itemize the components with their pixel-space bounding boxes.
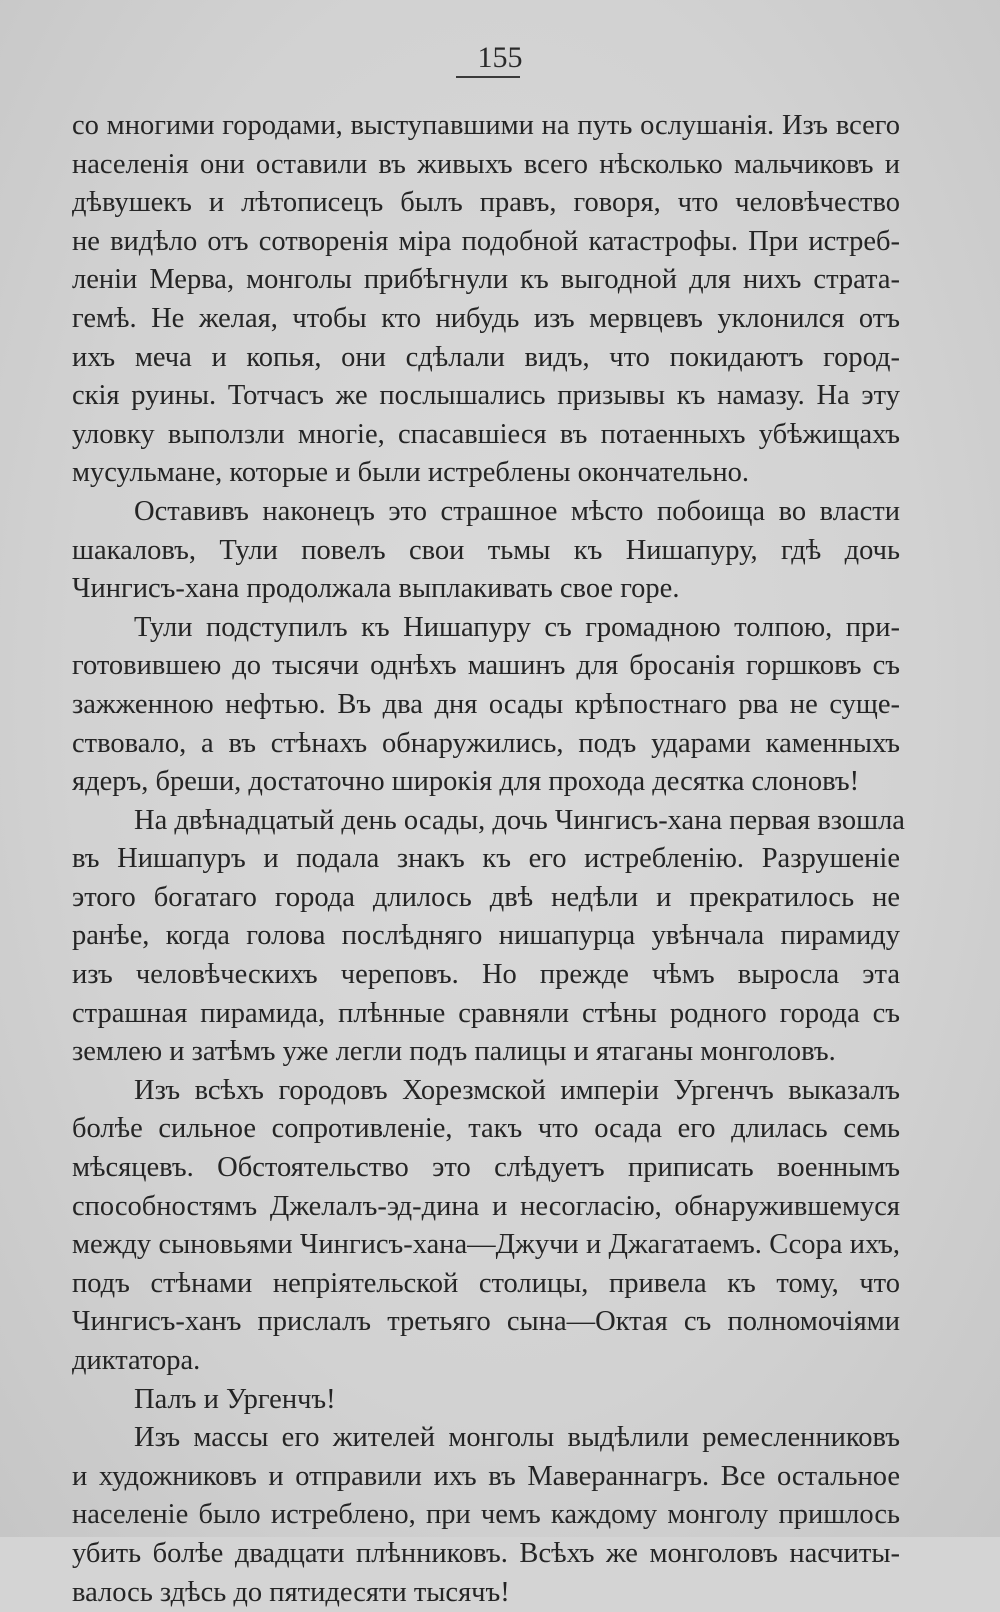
text-line: Тули подступилъ къ Нишапуру съ громадною толпою, при- (134, 611, 900, 643)
text-line: валось здѣсь до пятидесяти тысячъ! (72, 1576, 510, 1608)
text-line: населеніе было истреблено, при чемъ каждому монголу пришлось (72, 1499, 900, 1531)
text-line: населенія они оставили въ живыхъ всего нѣсколько мальчиковъ и (72, 148, 900, 180)
text-line: уловку выползли многіе, спасавшіеся въ потаенныхъ убѣжищахъ (72, 418, 900, 450)
text-line: Чингисъ-хана продолжала выплакивать свое горе. (72, 573, 680, 605)
paragraph (72, 107, 900, 493)
text-line: зажженною нефтью. Въ два дня осады крѣпостнаго рва не суще- (72, 688, 900, 720)
page-number-rule (456, 76, 520, 78)
text-line: въ Нишапуръ и подала знакъ къ его истребленію. Разрушеніе (72, 843, 900, 875)
text-line: готовившею до тысячи однѣхъ машинъ для бросанія горшковъ съ (72, 650, 900, 682)
paragraph (72, 802, 905, 1072)
text-line: дѣвушекъ и лѣтописецъ былъ правъ, говоря, что человѣчество (72, 187, 900, 219)
text-line: ранѣе, когда голова послѣдняго нишапурца увѣнчала пирамиду (72, 920, 900, 952)
text-line: скія руины. Тотчасъ же послышались призывы къ намазу. На эту (72, 380, 900, 412)
text-line: леніи Мерва, монголы прибѣгнули къ выгодной для нихъ страта- (72, 264, 900, 296)
paragraph (72, 1381, 900, 1420)
text-line: гемѣ. Не желая, чтобы кто нибудь изъ мервцевъ уклонился отъ (72, 302, 900, 334)
text-line: Изъ всѣхъ городовъ Хорезмской имперіи Ургенчъ выказалъ (134, 1074, 900, 1106)
text-line: Оставивъ наконецъ это страшное мѣсто побоища во власти (134, 495, 900, 527)
text-line: ствовало, а въ стѣнахъ обнаружились, подъ ударами каменныхъ (72, 727, 900, 759)
paragraph (72, 1072, 900, 1381)
text-line: ядеръ, бреши, достаточно широкія для прохода десятка слоновъ! (72, 766, 860, 798)
text-line: со многими городами, выступавшими на путь ослушанія. Изъ всего (72, 110, 900, 141)
text-line: подъ стѣнами непріятельской столицы, привела къ тому, что (72, 1267, 900, 1299)
text-line: землею и затѣмъ уже легли подъ палицы и ятаганы монголовъ. (72, 1036, 836, 1068)
page-number: 155 (477, 41, 523, 74)
text-line: этого богатаго города длилось двѣ недѣли и прекратилось не (72, 881, 900, 913)
text-line: Палъ и Ургенчъ! (134, 1383, 336, 1415)
text-line: Чингисъ-ханъ прислалъ третьяго сына—Октая съ полномочіями (72, 1306, 900, 1338)
text-line: способностямъ Джелалъ-эд-дина и несогласію, обнаружившемуся (72, 1190, 900, 1222)
text-line: не видѣло отъ сотворенія міра подобной катастрофы. При истреб- (72, 225, 900, 257)
text-line: мусульмане, которые и были истреблены окончательно. (72, 457, 749, 489)
text-line: изъ человѣческихъ череповъ. Но прежде чѣмъ выросла эта (72, 959, 900, 991)
text-line: Изъ массы его жителей монголы выдѣлили ремесленниковъ (134, 1422, 900, 1454)
text-line: мѣсяцевъ. Обстоятельство это слѣдуетъ приписать военнымъ (72, 1152, 900, 1184)
text-line: ихъ меча и копья, они сдѣлали видъ, что покидаютъ город- (72, 341, 900, 373)
text-body (72, 107, 905, 1612)
text-line: диктатора. (72, 1345, 201, 1376)
paragraph (72, 1419, 900, 1612)
text-line: шакаловъ, Тули повелъ свои тьмы къ Нишапуру, гдѣ дочь (72, 534, 900, 566)
text-line: На двѣнадцатый день осады, дочь Чингисъ-хана первая взошла (134, 804, 905, 836)
text-line: болѣе сильное сопротивленіе, такъ что осада его длилась семь (72, 1113, 900, 1145)
paragraph (72, 493, 900, 609)
text-line: убить болѣе двадцати плѣнниковъ. Всѣхъ же монголовъ насчиты- (72, 1537, 900, 1569)
paragraph (72, 609, 900, 802)
text-line: между сыновьями Чингисъ-хана—Джучи и Джагатаемъ. Ссора ихъ, (72, 1229, 900, 1261)
text-line: и художниковъ и отправили ихъ въ Мавераннагръ. Все остальное (72, 1460, 900, 1492)
text-line: страшная пирамида, плѣнные сравняли стѣны родного города съ (72, 997, 900, 1029)
